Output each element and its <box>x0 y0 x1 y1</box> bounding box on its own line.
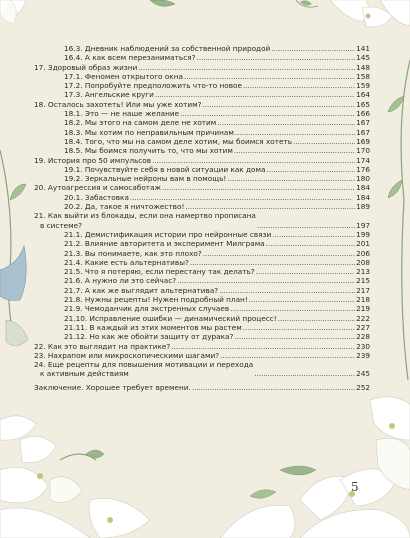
dot-leader <box>256 267 355 276</box>
toc-entry-page: 184 <box>356 192 370 202</box>
toc-entry-page: 213 <box>356 267 370 277</box>
toc-entry-page: 217 <box>356 285 370 295</box>
toc-entry-title <box>64 72 183 81</box>
toc-entry-title <box>64 286 218 295</box>
dot-leader <box>234 146 355 155</box>
toc-entry-page: 141 <box>356 44 370 53</box>
toc-entry-page: 145 <box>356 53 370 63</box>
toc-entry[interactable] <box>34 314 370 323</box>
toc-entry-title <box>64 128 234 137</box>
toc-entry-title <box>64 202 184 211</box>
toc-entry-title <box>64 146 233 155</box>
toc-entry[interactable] <box>34 100 370 109</box>
leaf-top-center <box>150 0 175 6</box>
toc-entry-title-line: 21.10. Исправление ошибки — динамический процесс! <box>64 313 277 323</box>
toc-entry-page: 215 <box>356 276 370 286</box>
toc-entry-page: 199 <box>356 229 370 239</box>
toc-entry-title-continuation: к активным действиям <box>40 369 129 379</box>
toc-entry[interactable] <box>34 295 370 304</box>
toc-entry-title-line: 16.4. А как всем перезаниматься? <box>64 53 196 63</box>
toc-entry[interactable] <box>34 90 370 99</box>
toc-entry-title <box>64 258 189 267</box>
dot-leader <box>177 276 355 285</box>
toc-entry-title <box>64 53 195 62</box>
dot-leader <box>230 304 355 313</box>
toc-entry-page: 148 <box>356 62 370 72</box>
toc-entry-page: 197 <box>356 220 370 230</box>
toc-entry-title-line: 18.5. Мы боимся получить то, что мы хотим <box>64 146 233 156</box>
toc-entry[interactable] <box>34 156 370 165</box>
toc-entry-page: 180 <box>356 174 370 184</box>
dot-leader <box>235 128 355 137</box>
toc-entry-title <box>64 332 233 341</box>
dot-leader <box>202 100 355 109</box>
toc-entry-title <box>64 304 229 313</box>
toc-entry-page: 218 <box>356 295 370 305</box>
toc-entry-title <box>34 211 256 230</box>
dot-leader <box>243 323 355 332</box>
toc-entry[interactable] <box>34 360 370 379</box>
toc-entry-title-line: 21.2. Влияние авторитета и эксперимент Милграма <box>64 239 265 249</box>
dot-leader <box>180 109 355 118</box>
toc-entry-title <box>64 109 179 118</box>
toc-entry[interactable] <box>34 258 370 267</box>
toc-entry-title <box>34 351 219 360</box>
toc-entry-title-line: 23. Нахрапом или микроскопическими шагами? <box>34 350 220 360</box>
page-number: 5 <box>351 480 359 494</box>
dot-leader <box>254 369 355 378</box>
toc-entry-title <box>64 267 255 276</box>
toc-entry-title <box>64 230 271 239</box>
toc-entry-title-line: 17.3. Ангельские круги <box>64 90 154 100</box>
toc-entry-title <box>64 314 277 323</box>
toc-entry-title <box>64 90 154 99</box>
toc-entry-title-line: 21.1. Демистификация истории про нейронные связи <box>64 229 272 239</box>
toc-entry-title-line: 24. Еще рецепты для повышения мотивации и перехода <box>34 360 254 370</box>
toc-entry[interactable] <box>34 146 370 155</box>
dot-leader <box>257 221 355 230</box>
toc-entry-title-line: 16.3. Дневник наблюдений за собственной природой <box>64 44 271 53</box>
toc-entry-page: 239 <box>356 350 370 360</box>
toc-entry-title <box>64 165 266 174</box>
toc-entry[interactable] <box>34 304 370 313</box>
toc-entry-page: 201 <box>356 239 370 249</box>
toc-entry-title <box>64 193 129 202</box>
toc-entry-title-line: 21.8. Нужны рецепты! Нужен подробный план! <box>64 295 248 305</box>
toc-entry[interactable] <box>34 118 370 127</box>
dot-leader <box>266 239 355 248</box>
toc-entry-page: 245 <box>356 369 370 379</box>
dot-leader <box>171 342 355 351</box>
toc-entry-title <box>64 323 242 332</box>
dot-leader <box>234 332 355 341</box>
toc-entry-page: 222 <box>356 313 370 323</box>
toc-entry-title <box>64 239 265 248</box>
toc-entry-page: 206 <box>356 248 370 258</box>
toc-entry-title-line: 19.1. Почувствуйте себя в новой ситуации как дома <box>64 164 266 174</box>
toc-entry[interactable] <box>34 53 370 62</box>
toc-entry-title <box>64 118 216 127</box>
dot-leader <box>219 286 355 295</box>
toc-entry-page: 228 <box>356 332 370 342</box>
toc-entry-page: 189 <box>356 202 370 212</box>
flower-top-right <box>296 0 410 27</box>
toc-entry[interactable] <box>34 351 370 360</box>
toc-entry-title-line: 21.9. Чемоданчик для экстренных случаев <box>64 304 230 314</box>
dot-leader <box>192 383 355 392</box>
dot-leader <box>190 258 355 267</box>
toc-entry-page: 174 <box>356 155 370 165</box>
toc-entry-title <box>64 137 292 146</box>
toc-entry[interactable] <box>34 267 370 276</box>
toc-entry-page: 159 <box>356 81 370 91</box>
toc-entry[interactable] <box>34 44 370 53</box>
toc-entry[interactable] <box>34 249 370 258</box>
toc-entry-title <box>64 174 226 183</box>
toc-entry[interactable] <box>34 109 370 118</box>
toc-entry-title <box>34 156 151 165</box>
toc-entry-title-line: 17.1. Феномен открытого окна <box>64 71 183 81</box>
dot-leader <box>138 63 355 72</box>
toc-entry-title-line: 21.5. Что я потеряю, если перестану так делать? <box>64 267 255 277</box>
toc-entry-title <box>34 383 191 392</box>
toc-entry-page: 167 <box>356 127 370 137</box>
toc-entry[interactable] <box>34 276 370 285</box>
toc-entry-title-line: 18.3. Мы хотим по неправильным причинам <box>64 127 234 137</box>
toc-entry[interactable] <box>34 239 370 248</box>
dot-leader <box>185 202 355 211</box>
toc-entry-title-line: 18.4. Того, что мы на самом деле хотим, мы боимся хотеть <box>64 136 293 146</box>
toc-entry[interactable] <box>34 202 370 211</box>
toc-entry-title-line: 21. Как выйти из блокады, если она намертво прописана <box>34 211 256 221</box>
toc-entry-title-line: 17.2. Попробуйте предположить что-то новое <box>64 81 242 91</box>
toc-entry[interactable] <box>34 63 370 72</box>
dot-leader <box>196 53 355 62</box>
toc-entry-title-line: 21.3. Вы понимаете, как это плохо? <box>64 248 202 258</box>
toc-entry[interactable] <box>34 193 370 202</box>
toc-entry[interactable] <box>34 211 370 230</box>
toc-entry-title-line: Заключение. Хорошее требует времени. <box>34 382 191 392</box>
toc-entry[interactable] <box>34 383 370 392</box>
flower-bottom-left <box>0 416 150 538</box>
toc-entry-page: 176 <box>356 164 370 174</box>
toc-entry-page: 208 <box>356 257 370 267</box>
flower-bottom-right <box>220 397 410 538</box>
toc-entry-title <box>34 183 161 192</box>
toc-entry-title <box>34 342 170 351</box>
toc-entry-title-line: 19. История про 50 импульсов <box>34 155 152 165</box>
toc-entry-page: 167 <box>356 118 370 128</box>
toc-entry[interactable] <box>34 128 370 137</box>
toc-entry-page: 166 <box>356 109 370 119</box>
toc-entry-title-line: 21.7. А как же выглядит альтернатива? <box>64 285 219 295</box>
toc-entry[interactable] <box>34 332 370 341</box>
table-of-contents <box>34 44 370 392</box>
dot-leader <box>220 351 355 360</box>
toc-entry-title <box>34 100 201 109</box>
toc-entry-title-line: 21.12. Но как же обойти защиту от дурака? <box>64 332 234 342</box>
dot-leader <box>227 174 355 183</box>
toc-entry-title <box>34 63 137 72</box>
toc-entry-title-line: 17. Здоровый образ жизни <box>34 62 138 72</box>
dot-leader <box>243 81 355 90</box>
toc-entry-page: 252 <box>356 382 370 392</box>
toc-entry[interactable] <box>34 174 370 183</box>
toc-entry-title-line: 20.2. Да, такое я ничтожество! <box>64 202 185 212</box>
toc-entry[interactable] <box>34 230 370 239</box>
toc-entry-title-line: 19.2. Зеркальные нейроны вам в помощь! <box>64 174 227 184</box>
toc-entry-title-line: 20. Аутоагрессия и самосаботаж <box>34 183 162 193</box>
toc-entry-title <box>34 360 253 379</box>
dot-leader <box>203 249 355 258</box>
toc-entry-title <box>64 249 202 258</box>
toc-entry-title-line: 21.4. Какие есть альтернативы? <box>64 257 189 267</box>
toc-entry-title-line: 18.2. Мы этого на самом деле не хотим <box>64 118 217 128</box>
toc-entry-title-line: 20.1. Забастовка <box>64 192 129 202</box>
toc-entry-page: 169 <box>356 136 370 146</box>
toc-entry-title-line: 18. Осталось захотеть! Или мы уже хотим? <box>34 99 202 109</box>
dot-leader <box>162 183 355 192</box>
toc-entry[interactable] <box>34 137 370 146</box>
toc-entry[interactable] <box>34 165 370 174</box>
toc-entry-page: 184 <box>356 183 370 193</box>
dot-leader <box>267 165 356 174</box>
toc-entry-title-line: 18.1. Это — не наше желание <box>64 109 180 119</box>
toc-entry-page: 219 <box>356 304 370 314</box>
dot-leader <box>293 137 355 146</box>
dot-leader <box>249 295 355 304</box>
toc-entry-title <box>64 44 270 53</box>
dot-leader <box>184 72 355 81</box>
branch-right <box>388 60 410 380</box>
toc-entry[interactable] <box>34 81 370 90</box>
branch-left <box>0 150 28 346</box>
toc-entry-title-line: 21.6. А нужно ли это сейчас? <box>64 276 177 286</box>
toc-entry-page: 165 <box>356 99 370 109</box>
toc-entry[interactable] <box>34 323 370 332</box>
toc-entry[interactable] <box>34 342 370 351</box>
toc-entry[interactable] <box>34 183 370 192</box>
toc-entry-title <box>64 81 242 90</box>
toc-entry-title-line: 21.11. В каждый из этих моментов мы растем <box>64 322 242 332</box>
toc-entry[interactable] <box>34 72 370 81</box>
toc-entry-title <box>64 276 176 285</box>
toc-entry-title <box>64 295 248 304</box>
flower-top-left <box>0 0 26 24</box>
toc-entry[interactable] <box>34 286 370 295</box>
dot-leader <box>272 230 355 239</box>
dot-leader <box>278 314 355 323</box>
dot-leader <box>155 90 355 99</box>
dot-leader <box>152 156 355 165</box>
toc-entry-title-line: 22. Как это выглядит на практике? <box>34 341 171 351</box>
dot-leader <box>271 44 355 53</box>
toc-entry-title-continuation: в системе? <box>40 220 82 230</box>
toc-entry-page: 227 <box>356 322 370 332</box>
toc-entry-page: 158 <box>356 71 370 81</box>
dot-leader <box>130 193 355 202</box>
toc-entry-page: 164 <box>356 90 370 100</box>
toc-entry-page: 230 <box>356 341 370 351</box>
dot-leader <box>217 118 355 127</box>
toc-entry-page: 170 <box>356 146 370 156</box>
